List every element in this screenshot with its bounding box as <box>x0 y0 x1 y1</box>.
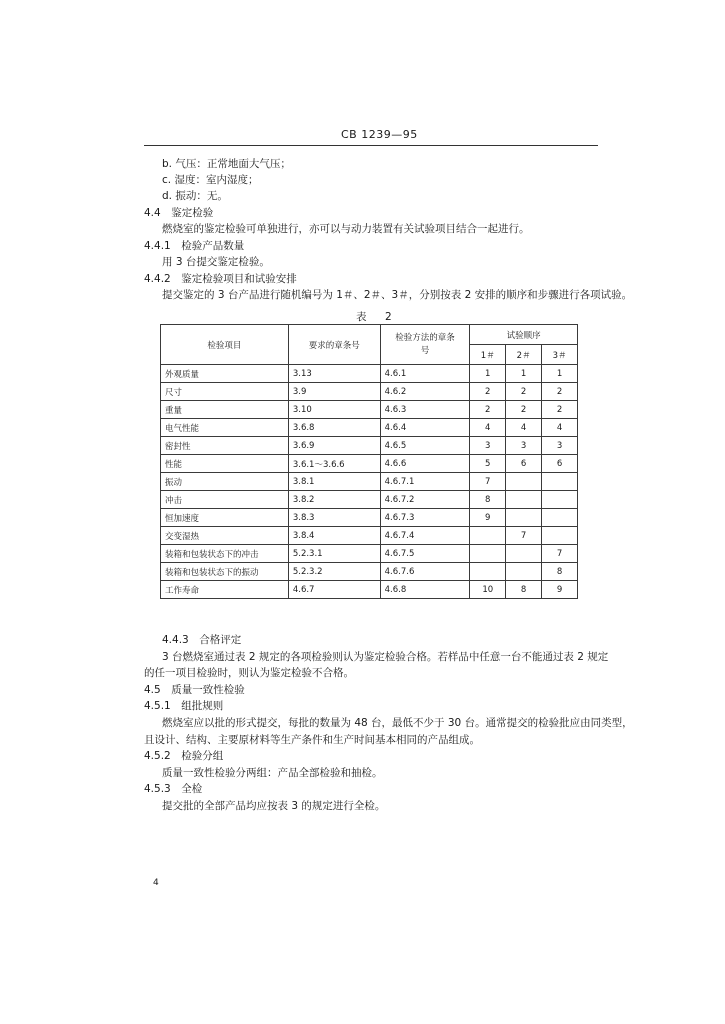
cell-item: 装箱和包装状态下的冲击 <box>161 545 289 563</box>
cell-seq-3: 8 <box>542 563 578 581</box>
cell-method: 4.6.7.6 <box>380 563 470 581</box>
cell-seq-2: 7 <box>506 527 542 545</box>
cell-requirement: 3.8.4 <box>288 527 380 545</box>
cell-requirement: 5.2.3.1 <box>288 545 380 563</box>
header-unit-3: 3＃ <box>542 345 578 365</box>
header-unit-2: 2＃ <box>506 345 542 365</box>
cell-seq-1: 2 <box>470 383 506 401</box>
cell-method: 4.6.7.2 <box>380 491 470 509</box>
table-row <box>161 563 578 581</box>
cell-requirement: 3.13 <box>288 365 380 383</box>
cell-seq-3: 2 <box>542 383 578 401</box>
section-4-4-2-text: 提交鉴定的 3 台产品进行随机编号为 1＃、2＃、3＃，分别按表 2 安排的顺序和步骤进行各项试验。 <box>162 289 633 301</box>
cell-seq-1: 2 <box>470 401 506 419</box>
table-row <box>161 473 578 491</box>
cell-seq-1: 7 <box>470 473 506 491</box>
cell-seq-1: 1 <box>470 365 506 383</box>
table-row <box>161 437 578 455</box>
cell-method: 4.6.7.4 <box>380 527 470 545</box>
section-4-4-3-text-2: 的任一项目检验时，则认为鉴定检验不合格。 <box>144 667 354 679</box>
table-row <box>161 365 578 383</box>
cell-requirement: 3.8.3 <box>288 509 380 527</box>
cond-humidity: c. 湿度：室内湿度； <box>162 174 259 186</box>
cell-seq-2: 3 <box>506 437 542 455</box>
cell-seq-2: 2 <box>506 383 542 401</box>
cell-method: 4.6.4 <box>380 419 470 437</box>
cell-seq-2 <box>506 509 542 527</box>
cell-method: 4.6.6 <box>380 455 470 473</box>
cell-seq-1 <box>470 563 506 581</box>
cell-item: 密封性 <box>161 437 289 455</box>
section-4-4-text: 燃烧室的鉴定检验可单独进行，亦可以与动力装置有关试验项目结合一起进行。 <box>162 223 530 235</box>
section-4-5-1-text-1: 燃烧室应以批的形式提交，每批的数量为 48 台，最低不少于 30 台。通常提交的检验批应由同类型， <box>162 717 633 729</box>
cell-method: 4.6.3 <box>380 401 470 419</box>
cell-seq-1: 4 <box>470 419 506 437</box>
cell-seq-2: 1 <box>506 365 542 383</box>
cell-seq-3: 1 <box>542 365 578 383</box>
table-row <box>161 491 578 509</box>
section-4-4-3-heading: 4.4.3 合格评定 <box>162 634 242 646</box>
section-4-4-3-text-1: 3 台燃烧室通过表 2 规定的各项检验则认为鉴定检验合格。若样品中任意一台不能通过表 2 规定 <box>162 651 609 663</box>
cell-item: 尺寸 <box>161 383 289 401</box>
cell-requirement: 3.9 <box>288 383 380 401</box>
table-2 <box>160 324 578 599</box>
table-row <box>161 455 578 473</box>
cell-item: 装箱和包装状态下的振动 <box>161 563 289 581</box>
cell-seq-2 <box>506 491 542 509</box>
table-row <box>161 527 578 545</box>
cell-requirement: 4.6.7 <box>288 581 380 599</box>
header-method-clause: 检验方法的章条号 <box>380 325 470 365</box>
cell-method: 4.6.2 <box>380 383 470 401</box>
cell-seq-3 <box>542 491 578 509</box>
header-requirement-clause: 要求的章条号 <box>288 325 380 365</box>
header-item: 检验项目 <box>161 325 289 365</box>
table-row <box>161 509 578 527</box>
cell-seq-2 <box>506 473 542 491</box>
table-row <box>161 545 578 563</box>
cell-requirement: 3.6.1～3.6.6 <box>288 455 380 473</box>
cell-seq-3: 7 <box>542 545 578 563</box>
cell-item: 工作寿命 <box>161 581 289 599</box>
section-4-4-1-text: 用 3 台提交鉴定检验。 <box>162 256 270 268</box>
cell-method: 4.6.7.1 <box>380 473 470 491</box>
section-4-5-1-text-2: 且设计、结构、主要原材料等生产条件和生产时间基本相同的产品组成。 <box>144 734 480 746</box>
page-number: 4 <box>153 878 159 888</box>
section-4-4-2-heading: 4.4.2 鉴定检验项目和试验安排 <box>144 273 297 285</box>
cell-method: 4.6.7.5 <box>380 545 470 563</box>
cell-requirement: 3.6.9 <box>288 437 380 455</box>
table-row <box>161 401 578 419</box>
cell-seq-1: 10 <box>470 581 506 599</box>
cell-seq-1 <box>470 545 506 563</box>
cell-seq-3 <box>542 527 578 545</box>
cond-pressure: b. 气压：正常地面大气压； <box>162 158 291 170</box>
cell-seq-1: 8 <box>470 491 506 509</box>
header-test-sequence: 试验顺序 <box>470 325 578 345</box>
table-2-caption: 表 2 <box>356 311 396 323</box>
cell-seq-3: 4 <box>542 419 578 437</box>
cell-item: 电气性能 <box>161 419 289 437</box>
cell-seq-2: 6 <box>506 455 542 473</box>
cell-requirement: 5.2.3.2 <box>288 563 380 581</box>
table-row <box>161 581 578 599</box>
cell-seq-3: 2 <box>542 401 578 419</box>
section-4-4-1-heading: 4.4.1 检验产品数量 <box>144 240 245 252</box>
cell-requirement: 3.8.2 <box>288 491 380 509</box>
cell-seq-2: 4 <box>506 419 542 437</box>
cell-item: 性能 <box>161 455 289 473</box>
cell-requirement: 3.6.8 <box>288 419 380 437</box>
cell-seq-3 <box>542 509 578 527</box>
section-4-5-2-heading: 4.5.2 检验分组 <box>144 750 224 762</box>
cell-item: 外观质量 <box>161 365 289 383</box>
cell-seq-1: 9 <box>470 509 506 527</box>
document-header: CB 1239—95 <box>341 128 418 141</box>
cell-requirement: 3.10 <box>288 401 380 419</box>
section-4-5-3-text: 提交批的全部产品均应按表 3 的规定进行全检。 <box>162 800 386 812</box>
table-row <box>161 383 578 401</box>
cell-seq-2 <box>506 545 542 563</box>
section-4-5-1-heading: 4.5.1 组批规则 <box>144 700 224 712</box>
cell-method: 4.6.8 <box>380 581 470 599</box>
section-4-5-3-heading: 4.5.3 全检 <box>144 783 203 795</box>
header-unit-1: 1＃ <box>470 345 506 365</box>
cell-seq-1: 5 <box>470 455 506 473</box>
cell-seq-1: 3 <box>470 437 506 455</box>
cell-item: 振动 <box>161 473 289 491</box>
cond-vibration: d. 振动：无。 <box>162 190 228 202</box>
cell-seq-2 <box>506 563 542 581</box>
cell-seq-3: 9 <box>542 581 578 599</box>
cell-item: 恒加速度 <box>161 509 289 527</box>
cell-seq-2: 8 <box>506 581 542 599</box>
table-row <box>161 419 578 437</box>
section-4-5-heading: 4.5 质量一致性检验 <box>144 684 245 696</box>
cell-method: 4.6.1 <box>380 365 470 383</box>
cell-seq-2: 2 <box>506 401 542 419</box>
cell-item: 重量 <box>161 401 289 419</box>
cell-seq-3: 3 <box>542 437 578 455</box>
section-4-4-heading: 4.4 鉴定检验 <box>144 207 214 219</box>
cell-method: 4.6.7.3 <box>380 509 470 527</box>
cell-seq-1 <box>470 527 506 545</box>
cell-item: 交变湿热 <box>161 527 289 545</box>
cell-seq-3: 6 <box>542 455 578 473</box>
section-4-5-2-text: 质量一致性检验分两组：产品全部检验和抽检。 <box>162 767 383 779</box>
cell-item: 冲击 <box>161 491 289 509</box>
cell-seq-3 <box>542 473 578 491</box>
header-rule <box>144 145 598 146</box>
cell-requirement: 3.8.1 <box>288 473 380 491</box>
cell-method: 4.6.5 <box>380 437 470 455</box>
